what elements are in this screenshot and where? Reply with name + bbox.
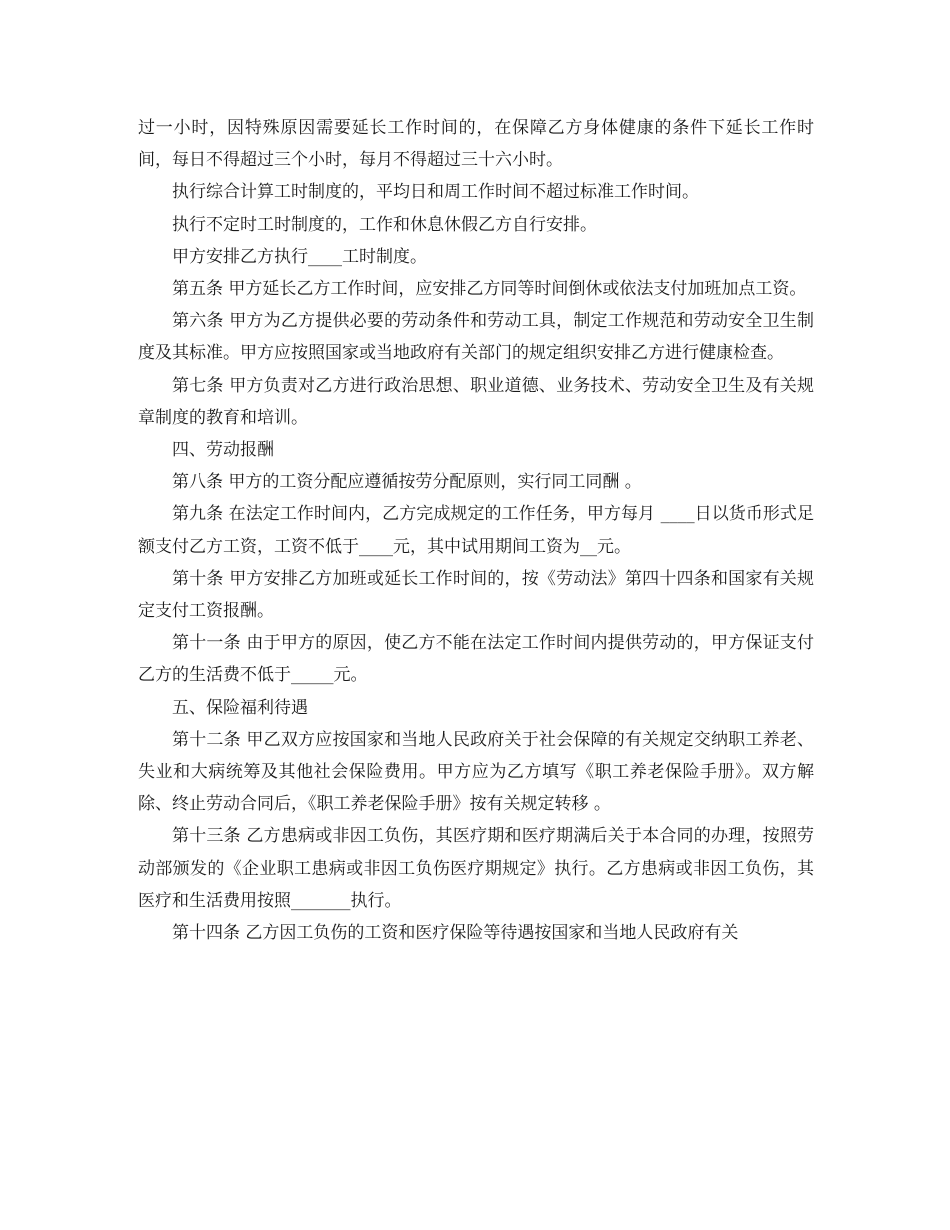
document-body bbox=[138, 112, 814, 949]
paragraph: 过一小时，因特殊原因需要延长工作时间的，在保障乙方身体健康的条件下延长工作时间，每日不得超过三个小时，每月不得超过三十六小时。 bbox=[138, 118, 814, 171]
paragraph: 第八条 甲方的工资分配应遵循按劳分配原则，实行同工同酬 。 bbox=[172, 472, 642, 493]
paragraph: 执行综合计算工时制度的，平均日和周工作时间不超过标准工作时间。 bbox=[172, 182, 699, 203]
paragraph: 第十三条 乙方患病或非因工负伤，其医疗期和医疗期满后关于本合同的办理，按照劳动部颁发的《企业职工患病或非因工负伤医疗期规定》执行。乙方患病或非因工负伤，其医疗和生活费用按照_______执行。 bbox=[138, 826, 814, 911]
paragraph: 四、劳动报酬 bbox=[172, 440, 274, 461]
paragraph: 第七条 甲方负责对乙方进行政治思想、职业道德、业务技术、劳动安全卫生及有关规章制度的教育和培训。 bbox=[138, 375, 814, 428]
paragraph: 执行不定时工时制度的，工作和休息休假乙方自行安排。 bbox=[172, 214, 597, 235]
paragraph: 第十四条 乙方因工负伤的工资和医疗保险等待遇按国家和当地人民政府有关 bbox=[172, 923, 739, 944]
paragraph: 第十条 甲方安排乙方加班或延长工作时间的，按《劳动法》第四十四条和国家有关规定支付工资报酬。 bbox=[138, 568, 814, 622]
paragraph: 五、保险福利待遇 bbox=[172, 697, 308, 718]
paragraph: 第六条 甲方为乙方提供必要的劳动条件和劳动工具，制定工作规范和劳动安全卫生制度及其标准。甲方应按照国家或当地政府有关部门的规定组织安排乙方进行健康检查。 bbox=[138, 311, 814, 364]
paragraph: 甲方安排乙方执行____工时制度。 bbox=[172, 246, 427, 267]
paragraph: 第十二条 甲乙双方应按国家和当地人民政府关于社会保障的有关规定交纳职工养老、失业和大病统筹及其他社会保险费用。甲方应为乙方填写《职工养老保险手册》。双方解除、终止劳动合同后，《职工养老保险手册》按有关规定转移 。 bbox=[138, 729, 814, 815]
paragraph: 第五条 甲方延长乙方工作时间，应安排乙方同等时间倒休或依法支付加班加点工资。 bbox=[172, 279, 807, 300]
paragraph: 第九条 在法定工作时间内，乙方完成规定的工作任务，甲方每月 ____日以货币形式足额支付乙方工资，工资不低于____元，其中试用期间工资为__元。 bbox=[138, 504, 814, 557]
paragraph: 第十一条 由于甲方的原因，使乙方不能在法定工作时间内提供劳动的，甲方保证支付乙方的生活费不低于_____元。 bbox=[138, 633, 814, 686]
